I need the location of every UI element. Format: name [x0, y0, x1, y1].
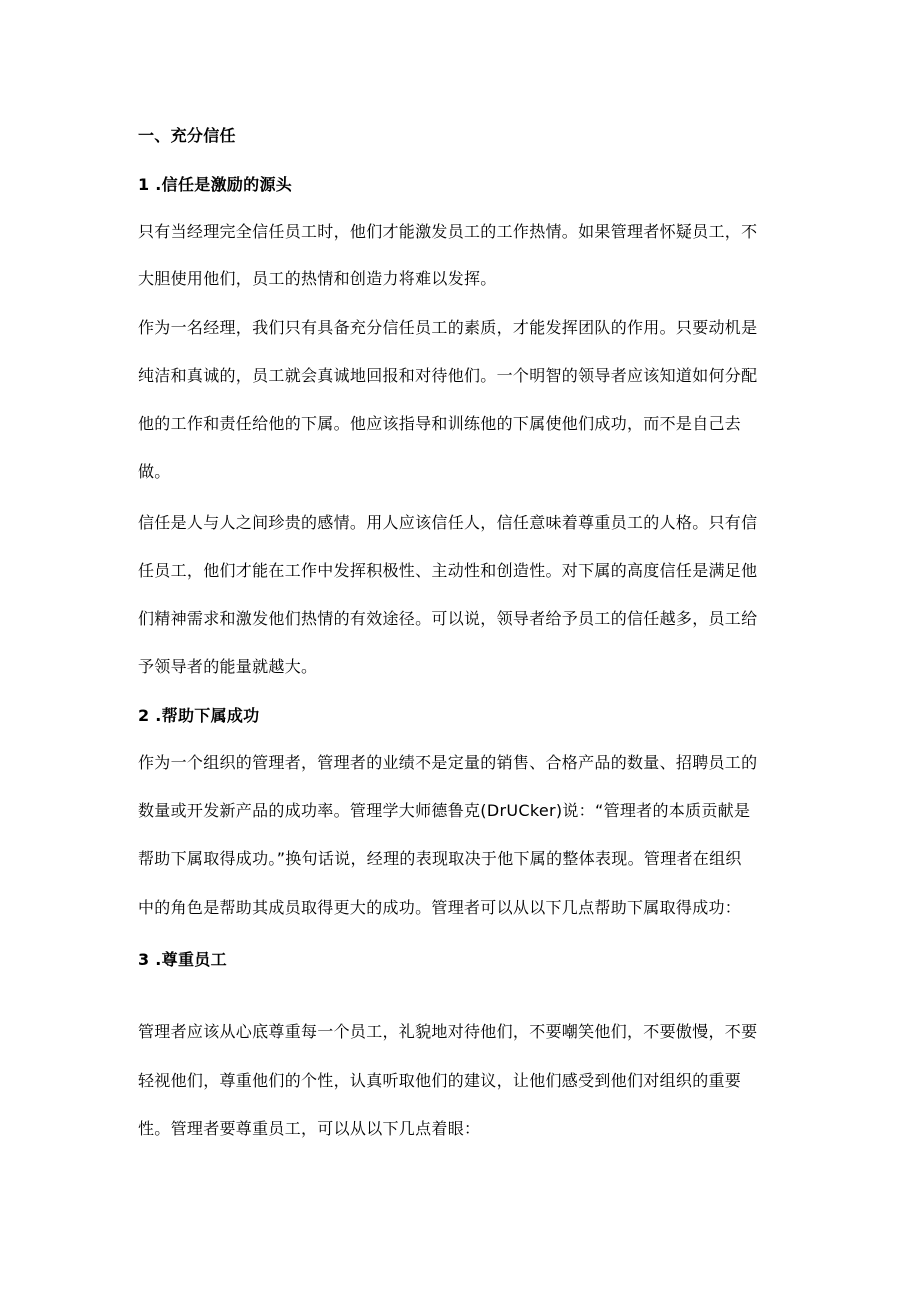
paragraph-line: 作为一个组织的管理者，管理者的业绩不是定量的销售、合格产品的数量、招聘员工的: [138, 753, 758, 772]
paragraph-line: 信任是人与人之间珍贵的感情。用人应该信任人，信任意味着尊重员工的人格。只有信: [138, 513, 758, 532]
paragraph-line: 任员工，他们才能在工作中发挥积极性、主动性和创造性。对下属的高度信任是满足他: [138, 561, 758, 580]
paragraph-line: 做。: [138, 462, 171, 481]
paragraph-line: 大胆使用他们，员工的热情和创造力将难以发挥。: [138, 269, 497, 288]
subheading-respect-employees: 3 .尊重员工: [138, 950, 227, 969]
paragraph-line: 予领导者的能量就越大。: [138, 657, 318, 676]
paragraph-line: 们精神需求和激发他们热情的有效途径。可以说，领导者给予员工的信任越多，员工给: [138, 609, 758, 628]
paragraph-line: 轻视他们，尊重他们的个性，认真听取他们的建议，让他们感受到他们对组织的重要: [138, 1071, 742, 1090]
paragraph-line: 帮助下属取得成功。”换句话说，经理的表现取决于他下属的整体表现。管理者在组织: [138, 849, 742, 868]
paragraph-line: 数量或开发新产品的成功率。管理学大师德鲁克(DrUCker)说：“管理者的本质贡献是: [138, 801, 751, 820]
paragraph-line: 性。管理者要尊重员工，可以从以下几点着眼：: [138, 1119, 481, 1138]
paragraph-line: 中的角色是帮助其成员取得更大的成功。管理者可以从以下几点帮助下属取得成功：: [138, 898, 742, 917]
paragraph-line: 他的工作和责任给他的下属。他应该指导和训练他的下属使他们成功，而不是自己去: [138, 414, 742, 433]
subheading-trust-source: 1 .信任是激励的源头: [138, 175, 293, 194]
paragraph-line: 纯洁和真诚的，员工就会真诚地回报和对待他们。一个明智的领导者应该知道如何分配: [138, 366, 758, 385]
paragraph-line: 作为一名经理，我们只有具备充分信任员工的素质，才能发挥团队的作用。只要动机是: [138, 318, 758, 337]
paragraph-line: 管理者应该从心底尊重每一个员工，礼貌地对待他们，不要嘲笑他们，不要傲慢，不要: [138, 1022, 758, 1041]
section-heading-full-trust: 一、充分信任: [138, 126, 236, 145]
subheading-help-subordinates: 2 .帮助下属成功: [138, 706, 260, 725]
paragraph-line: 只有当经理完全信任员工时，他们才能激发员工的工作热情。如果管理者怀疑员工，不: [138, 222, 758, 241]
